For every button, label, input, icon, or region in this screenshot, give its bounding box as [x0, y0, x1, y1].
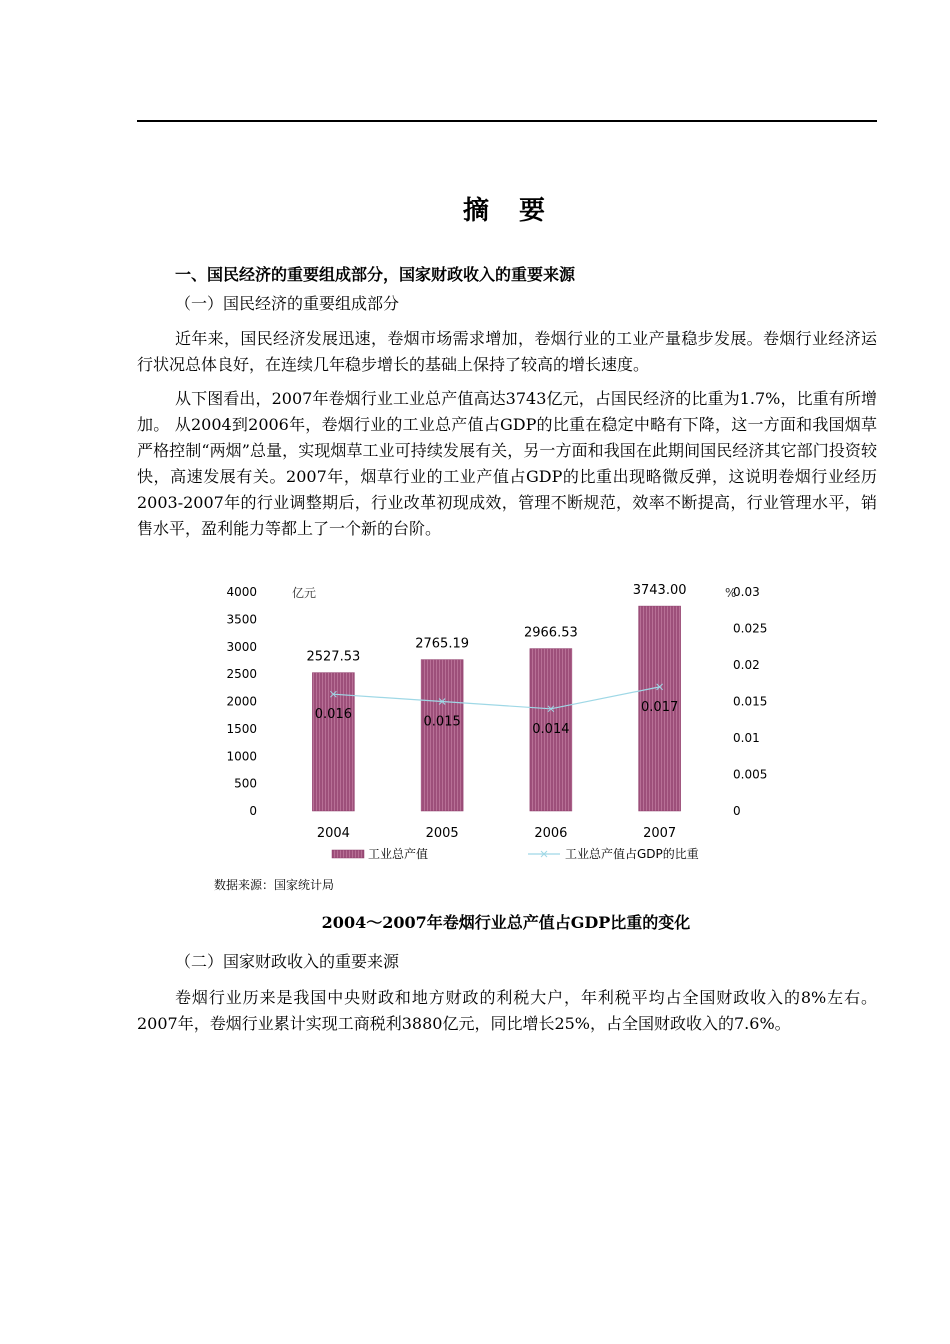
bar-value-label: 2765.19 [415, 636, 470, 652]
y-tick-label: 3000 [226, 639, 257, 654]
paragraph-2: 从下图看出，2007年卷烟行业工业总产值高达3743亿元，占国民经济的比重为1.7%，比重有所增加。 从2004到2006年，卷烟行业的工业总产值占GDP的比重在稳定中略有下降，这一方面和我国烟草严格控制“两烟”总量，实现烟草工业可持续发展有关，另一方面和我国在此期间国民经济其它部门投资较快，高速发展有关。2007年，烟草行业的工业产值占GDP的比重出现略微反弹，这说明卷烟行业经历2003-2007年的行业调整期后，行业改革初现成效，管理不断规范，效率不断提高，行业管理水平，销售水平，盈利能力等都上了一个新的台阶。 [137, 389, 877, 538]
y-tick-label: 2500 [226, 667, 257, 682]
subsection-heading-1: （一）国民经济的重要组成部分 [175, 294, 400, 313]
y-tick-label: 0 [249, 804, 257, 818]
legend-line-label: 工业总产值占GDP的比重 [565, 847, 699, 861]
data-source-note: 数据来源：国家统计局 [214, 878, 335, 892]
paragraph-1: 近年来，国民经济发展迅速，卷烟市场需求增加，卷烟行业的工业产量稳步发展。卷烟行业经济运行状况总体良好，在连续几年稳步增长的基础上保持了较高的增长速度。 [137, 329, 877, 374]
line-series [333, 687, 659, 709]
y2-tick-label: 0.02 [733, 658, 760, 672]
bar-value-label: 3743.00 [632, 583, 687, 599]
legend-bar-swatch [332, 850, 364, 858]
line-value-label: 0.014 [532, 721, 570, 737]
bar-value-label: 2527.53 [306, 649, 361, 665]
line-value-label: 0.015 [423, 714, 461, 730]
y2-tick-label: 0.015 [733, 694, 768, 709]
line-value-label: 0.016 [314, 707, 352, 723]
page-title: 摘 要 [462, 196, 547, 226]
left-unit-label: 亿元 [292, 586, 317, 600]
y2-tick-label: 0.01 [733, 731, 760, 745]
output-gdp-chart [210, 575, 810, 875]
y-tick-label: 4000 [226, 585, 257, 599]
y2-tick-label: 0 [733, 804, 741, 818]
y2-tick-label: 0.005 [733, 767, 768, 782]
paragraph-3: 卷烟行业历来是我国中央财政和地方财政的利税大户，年利税平均占全国财政收入的8%左右。2007年，卷烟行业累计实现工商税利3880亿元，同比增长25%，占全国财政收入的7.6%。 [137, 988, 877, 1033]
figure-caption: 2004～2007年卷烟行业总产值占GDP比重的变化 [321, 913, 691, 932]
y-tick-label: 500 [234, 776, 257, 791]
header-rule [137, 120, 877, 122]
x-tick-label: 2006 [534, 826, 568, 841]
y2-tick-label: 0.03 [733, 585, 760, 599]
x-tick-label: 2007 [643, 826, 677, 841]
subsection-heading-2: （二）国家财政收入的重要来源 [175, 952, 400, 971]
bar [312, 673, 354, 811]
x-tick-label: 2004 [316, 826, 350, 841]
section-heading-1: 一、国民经济的重要组成部分，国家财政收入的重要来源 [175, 265, 576, 284]
right-unit-label: % [725, 586, 737, 600]
y-tick-label: 2000 [226, 694, 257, 709]
bar-value-label: 2966.53 [523, 625, 578, 641]
legend-bar-label: 工业总产值 [368, 847, 429, 861]
y-tick-label: 1500 [226, 721, 257, 736]
line-value-label: 0.017 [641, 699, 679, 715]
y-tick-label: 1000 [226, 749, 257, 764]
y2-tick-label: 0.025 [733, 621, 768, 636]
x-tick-label: 2005 [425, 826, 459, 841]
y-tick-label: 3500 [226, 612, 257, 627]
bar [421, 660, 463, 811]
